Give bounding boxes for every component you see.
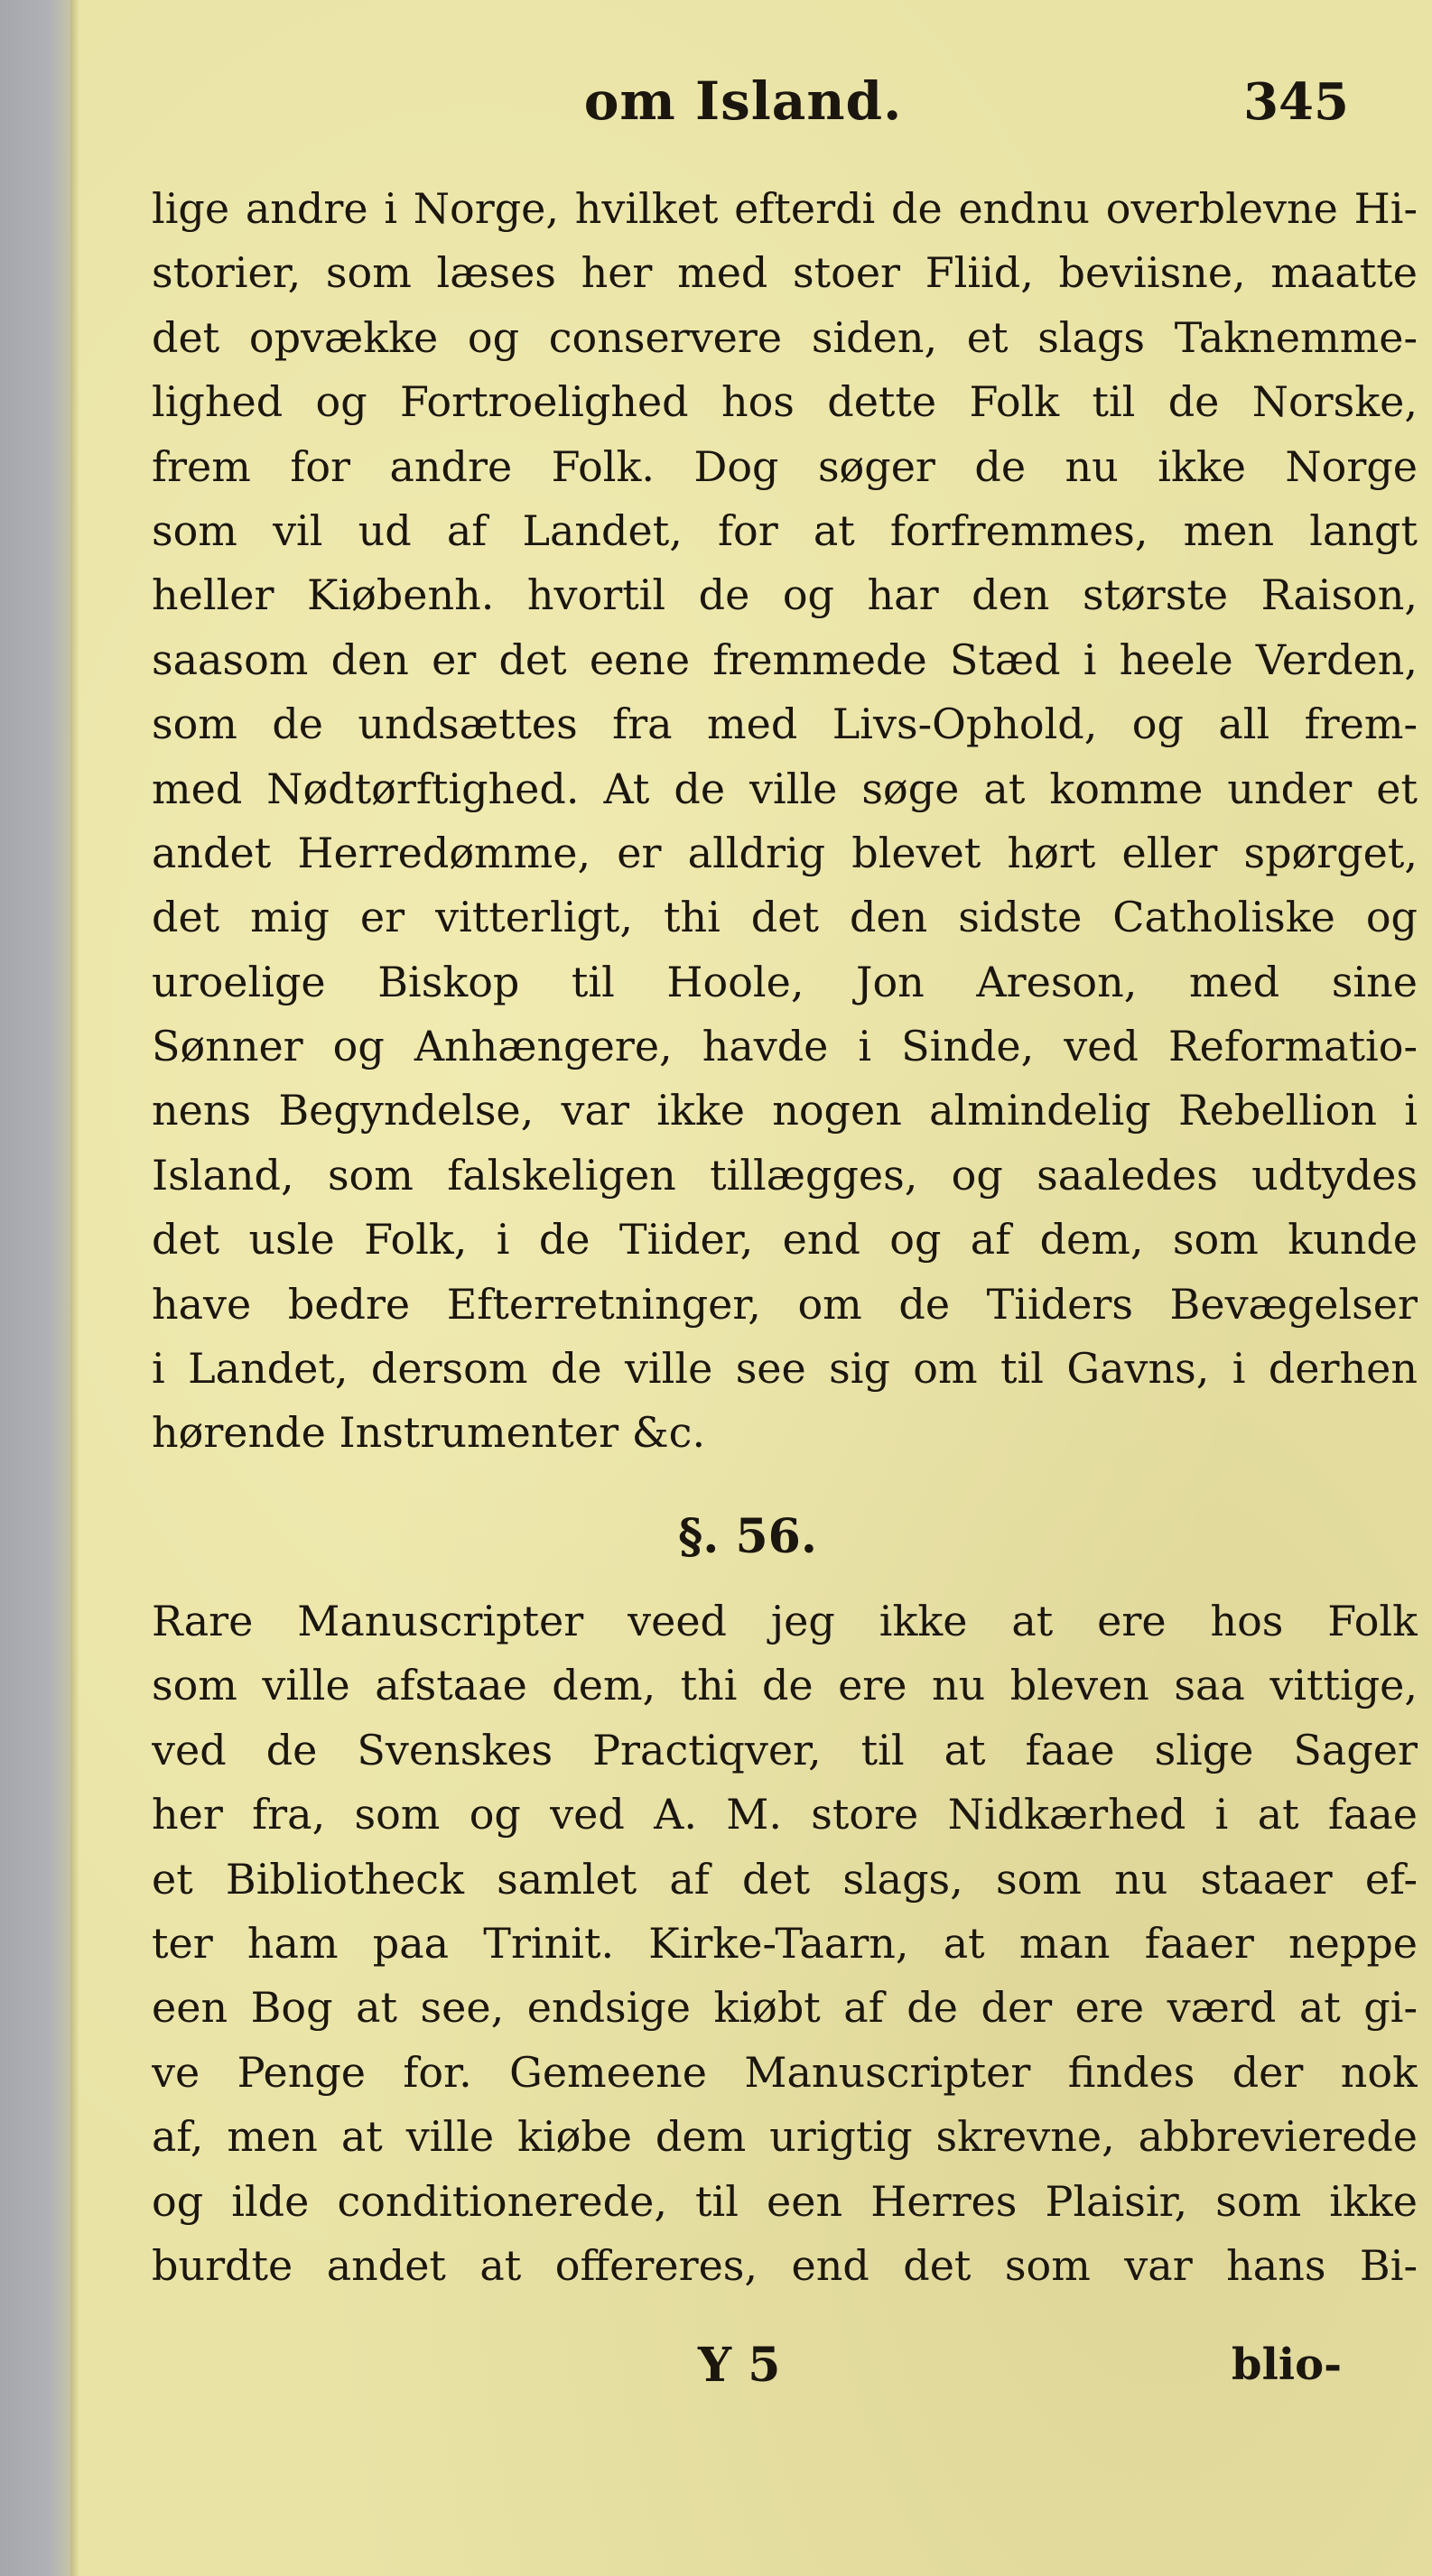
page-edge-shadow — [70, 0, 79, 2576]
paragraph-2 — [152, 1589, 1418, 2298]
signature-mark: Y 5 — [698, 2338, 781, 2393]
text-line: af, men at ville kiøbe dem urigtig skrevne, abbrevierede — [152, 2112, 1418, 2162]
text-line: her fra, som og ved A. M. store Nidkærhed i at faae — [152, 1790, 1418, 1839]
running-head: om Island. — [583, 70, 903, 132]
text-line: burdte andet at offereres, end det som var hans Bi- — [152, 2240, 1418, 2290]
text-line: andet Herredømme, er alldrig blevet hørt eller spørget, — [152, 828, 1418, 877]
text-line: ve Penge for. Gemeene Manuscripter findes der nok — [152, 2047, 1418, 2097]
text-line: nens Begyndelse, var ikke nogen almindelig Rebellion i — [152, 1086, 1418, 1135]
text-line: det mig er vitterligt, thi det den sidste Catholiske og — [152, 893, 1418, 942]
text-line: uroelige Biskop til Hoole, Jon Areson, med sine — [152, 957, 1418, 1006]
text-line: ter ham paa Trinit. Kirke-Taarn, at man faaer neppe — [152, 1918, 1418, 1968]
text-line: frem for andre Folk. Dog søger de nu ikke Norge — [152, 441, 1418, 491]
text-line: det usle Folk, i de Tiider, end og af dem, som kunde — [152, 1215, 1418, 1265]
page-number: 345 — [1243, 72, 1349, 132]
paragraph-1 — [152, 177, 1418, 1466]
text-line: saasom den er det eene fremmede Stæd i heele Verden, — [152, 635, 1418, 684]
text-line: som vil ud af Landet, for at forfremmes, men langt — [152, 505, 1418, 555]
text-line: een Bog at see, endsige kiøbt af de der ere værd at gi- — [152, 1983, 1418, 2033]
text-line: lighed og Fortroelighed hos dette Folk til de Norske, — [152, 377, 1418, 427]
text-line: Rare Manuscripter veed jeg ikke at ere hos Folk — [152, 1597, 1418, 1645]
text-line: det opvække og conservere siden, et slags Taknemme- — [152, 312, 1418, 362]
text-line: Island, som falskeligen tillægges, og saaledes udtydes — [152, 1150, 1418, 1200]
text-line: have bedre Efterretninger, om de Tiiders Bevægelser — [152, 1279, 1418, 1329]
text-line: hørende Instrumenter &c. — [152, 1408, 706, 1458]
section-heading: §. 56. — [678, 1509, 817, 1564]
text-line: og ilde conditionerede, til een Herres Plaisir, som ikke — [152, 2176, 1418, 2226]
text-line: storier, som læses her med stoer Fliid, beviisne, maatte — [152, 248, 1418, 298]
text-line: i Landet, dersom de ville see sig om til Gavns, i derhen — [152, 1344, 1418, 1394]
text-line: som de undsættes fra med Livs-Ophold, og all frem- — [152, 700, 1418, 749]
book-page — [70, 0, 1432, 2576]
text-line: et Bibliotheck samlet af det slags, som nu staaer ef- — [152, 1854, 1418, 1904]
catchword: blio- — [1232, 2340, 1342, 2390]
text-line: lige andre i Norge, hvilket efterdi de endnu overblevne Hi- — [152, 184, 1418, 233]
text-line: Sønner og Anhængere, havde i Sinde, ved Reformatio- — [152, 1022, 1418, 1071]
text-line: som ville afstaae dem, thi de ere nu bleven saa vittige, — [152, 1661, 1418, 1710]
scan-margin — [0, 0, 70, 2576]
text-line: ved de Svenskes Practiqver, til at faae slige Sager — [152, 1725, 1418, 1774]
text-line: heller Kiøbenh. hvortil de og har den største Raison, — [152, 570, 1418, 620]
text-line: med Nødtørftighed. At de ville søge at komme under et — [152, 764, 1418, 813]
